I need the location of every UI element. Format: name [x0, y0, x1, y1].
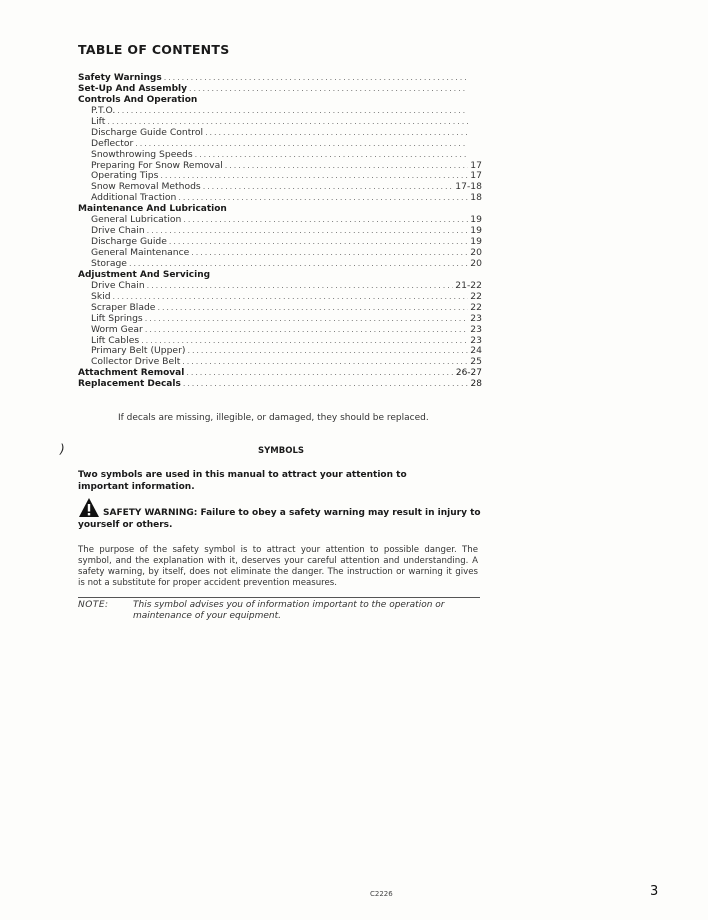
- toc-entry: [78, 292, 482, 303]
- toc-section-heading: [78, 270, 482, 281]
- toc-dot-leader: [203, 182, 454, 193]
- toc-entry-title: Skid: [91, 291, 111, 302]
- toc-dot-leader: [160, 171, 468, 182]
- toc-page-number: 20: [470, 248, 482, 258]
- toc-page-number: 22: [470, 291, 482, 302]
- toc-entry-title: Drive Chain: [91, 226, 145, 237]
- toc-dot-leader: [147, 281, 454, 292]
- toc-entry-title: Discharge Guide Control: [91, 127, 204, 138]
- toc-entry: [78, 281, 482, 292]
- toc-page-number: 19: [470, 215, 482, 226]
- toc-dot-leader: [191, 248, 468, 259]
- note-label: NOTE:: [78, 600, 109, 610]
- toc-dot-leader: [135, 139, 468, 150]
- toc-page-number: 17: [470, 160, 482, 171]
- toc-page-number: 24: [470, 346, 482, 357]
- toc-entry-title: Adjustment And Servicing: [78, 269, 211, 280]
- toc-entry-title: Safety Warnings: [78, 73, 162, 83]
- toc-page-number: 20: [470, 258, 482, 269]
- toc-entry: [78, 303, 482, 314]
- toc-entry: [78, 336, 482, 347]
- toc-entry-title: Scraper Blade: [91, 302, 156, 313]
- toc-entry: [78, 314, 482, 325]
- toc-entry-title: P.T.O.: [91, 105, 116, 116]
- toc-entry-title: Set-Up And Assembly: [78, 83, 188, 94]
- toc-dot-leader: [169, 237, 468, 248]
- toc-dot-leader: [141, 336, 468, 347]
- safety-warning-text: SAFETY WARNING: Failure to obey a safety warning may result in injury to yourself or others.: [78, 508, 481, 530]
- toc-entry-title: Collector Drive Belt: [91, 357, 181, 368]
- toc-page-number: 17-18: [455, 182, 482, 193]
- toc-entry-title: Primary Belt (Upper): [91, 346, 186, 357]
- toc-entry-title: Discharge Guide: [91, 237, 167, 248]
- toc-page-number: 23: [470, 313, 482, 324]
- toc-section-heading: [78, 379, 482, 390]
- toc-entry-title: Replacement Decals: [78, 379, 181, 390]
- toc-dot-leader: [187, 346, 468, 357]
- toc-entry: [78, 171, 482, 182]
- page-number: 3: [650, 884, 659, 899]
- safety-warning-icon: [78, 497, 100, 519]
- toc-entry: [78, 215, 482, 226]
- toc-entry: [78, 259, 482, 270]
- toc-entry-title: Lift Springs: [91, 313, 143, 324]
- toc-dot-leader: [145, 325, 468, 336]
- toc-entry: [78, 237, 482, 248]
- toc-dot-leader: [189, 84, 468, 95]
- toc-entry-title: Additional Traction: [91, 193, 177, 204]
- toc-dot-leader: [147, 226, 468, 237]
- toc-entry-title: Preparing For Snow Removal: [91, 160, 223, 171]
- toc-entry-title: Worm Gear: [91, 324, 143, 335]
- toc-entry: [78, 161, 482, 172]
- toc-dot-leader: [107, 117, 468, 128]
- toc-dot-leader: [205, 128, 468, 139]
- toc-page-number: 19: [470, 237, 482, 248]
- toc-entry-title: Operating Tips: [91, 171, 159, 182]
- toc-entry: [78, 106, 482, 117]
- toc-section-heading: [78, 73, 482, 84]
- toc-entry-title: Storage: [91, 258, 127, 269]
- toc-entry-title: Drive Chain: [91, 280, 145, 291]
- toc-section-heading: [78, 95, 482, 106]
- symbols-intro: Two symbols are used in this manual to attract your attention to important information.: [78, 470, 407, 492]
- toc-dot-leader: [183, 215, 468, 226]
- toc-page-number: 19: [470, 226, 482, 237]
- document-code: C2226: [370, 890, 393, 898]
- table-of-contents: [78, 73, 482, 390]
- margin-mark: ): [60, 442, 65, 456]
- toc-dot-leader: [157, 303, 468, 314]
- toc-page-number: 28: [470, 379, 482, 390]
- toc-dot-leader: [145, 314, 468, 325]
- note-text: This symbol advises you of information important to the operation or maintenance of your equipment.: [133, 600, 445, 621]
- toc-entry-title: Lift Cables: [91, 335, 140, 346]
- toc-entry: [78, 193, 482, 204]
- note-divider: [78, 597, 480, 598]
- toc-dot-leader: [183, 379, 468, 390]
- purpose-paragraph: The purpose of the safety symbol is to attract your attention to possible danger. The symbol, and the explanation with it, deserves your careful attention and understanding. A safety warning, by itself, does not eliminate the danger. The instruction or warning it gives is not a substitute for proper accident prevention measures.: [78, 545, 478, 588]
- toc-page-number: 23: [470, 335, 482, 346]
- toc-page-number: 17: [470, 171, 482, 182]
- toc-entry: [78, 325, 482, 336]
- toc-dot-leader: [182, 357, 468, 368]
- toc-entry-title: Attachment Removal: [78, 368, 185, 379]
- toc-dot-leader: [225, 161, 468, 172]
- toc-dot-leader: [117, 106, 468, 117]
- symbols-heading: SYMBOLS: [258, 446, 304, 456]
- toc-section-heading: [78, 368, 482, 379]
- toc-entry: [78, 226, 482, 237]
- toc-entry: [78, 357, 482, 368]
- toc-entry-title: General Maintenance: [91, 248, 190, 258]
- toc-page-number: 22: [470, 302, 482, 313]
- toc-entry-title: Snow Removal Methods: [91, 182, 201, 193]
- toc-dot-leader: [178, 193, 468, 204]
- toc-dot-leader: [113, 292, 468, 303]
- toc-dot-leader: [195, 150, 468, 161]
- toc-entry: [78, 182, 482, 193]
- toc-entry-title: Controls And Operation: [78, 94, 198, 105]
- toc-entry: [78, 248, 482, 259]
- toc-section-heading: [78, 84, 482, 95]
- toc-dot-leader: [129, 259, 468, 270]
- decal-note: If decals are missing, illegible, or damaged, they should be replaced.: [118, 413, 429, 423]
- toc-section-heading: [78, 204, 482, 215]
- toc-entry: [78, 150, 482, 161]
- toc-entry-title: Maintenance And Lubrication: [78, 204, 227, 215]
- page-title: TABLE OF CONTENTS: [78, 42, 230, 57]
- toc-dot-leader: [186, 368, 454, 379]
- toc-page-number: 25: [470, 357, 482, 368]
- toc-entry: [78, 128, 482, 139]
- toc-page-number: 23: [470, 324, 482, 335]
- safety-warning-block: [78, 497, 482, 531]
- toc-dot-leader: [164, 73, 468, 84]
- toc-entry-title: Lift: [91, 116, 106, 127]
- toc-entry-title: General Lubrication: [91, 215, 182, 226]
- toc-entry: [78, 139, 482, 150]
- toc-entry: [78, 117, 482, 128]
- toc-entry-title: Snowthrowing Speeds: [91, 149, 193, 160]
- toc-page-number: 26-27: [455, 368, 482, 379]
- toc-entry: [78, 346, 482, 357]
- toc-page-number: 18: [470, 193, 482, 204]
- toc-page-number: 21-22: [455, 280, 482, 291]
- toc-entry-title: Deflector: [91, 138, 134, 149]
